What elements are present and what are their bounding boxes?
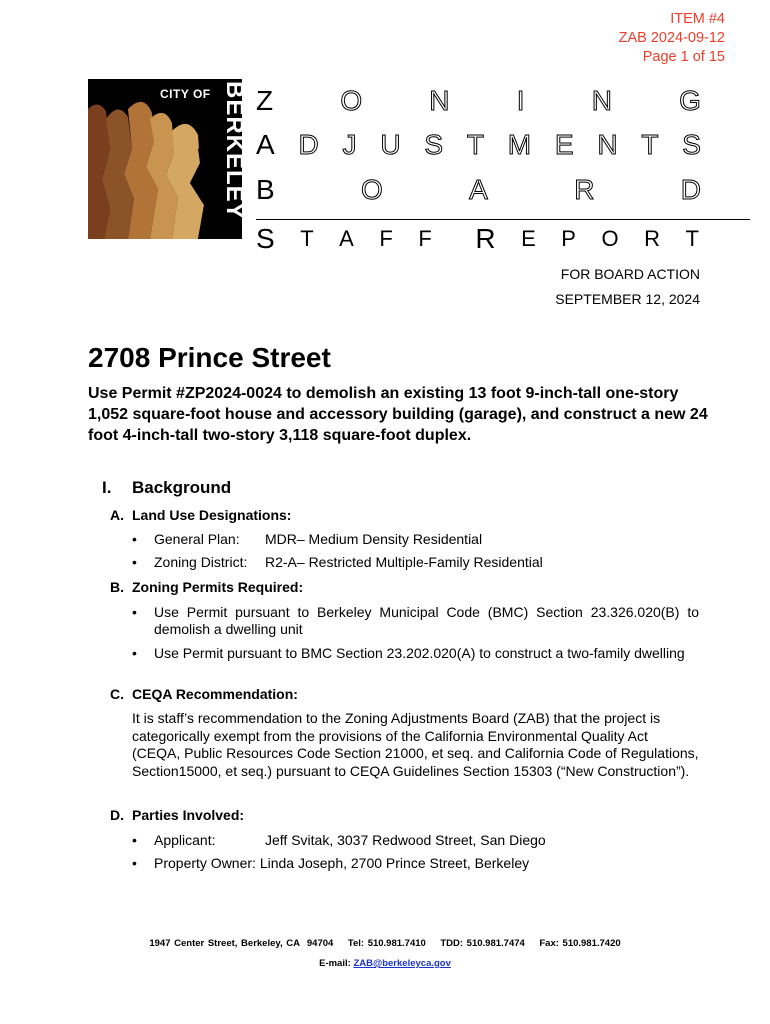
letter: J — [342, 129, 357, 160]
section-title: Background — [132, 478, 232, 497]
letter: A — [469, 174, 488, 205]
title-divider — [256, 219, 750, 220]
bullet: • — [132, 855, 137, 871]
subsection-heading-a — [110, 507, 291, 523]
letter: S — [682, 129, 701, 160]
city-of-berkeley-logo — [88, 79, 248, 239]
letter: G — [679, 85, 701, 116]
footer-contact: 1947 Center Street, Berkeley, CA 94704 Tel: 510.981.7410 TDD: 510.981.7474 Fax: 510.981.7420 — [149, 938, 621, 949]
letter: T — [466, 129, 484, 160]
subsection-letter: C. — [110, 686, 124, 702]
item-value: MDR– Medium Density Residential — [265, 531, 483, 547]
list-item — [132, 554, 700, 571]
logo-berkeley-text: BERKELEY — [221, 81, 248, 220]
item-value: Jeff Svitak, 3037 Redwood Street, San Diego — [265, 832, 546, 848]
letter: Z — [256, 85, 274, 116]
board-title-zoning — [256, 86, 701, 116]
staff-report-title — [256, 224, 699, 254]
subsection-title: Zoning Permits Required: — [132, 579, 304, 595]
subsection-title: CEQA Recommendation: — [132, 686, 298, 702]
subsection-letter: A. — [110, 507, 124, 523]
letter: D — [680, 174, 701, 205]
bullet: • — [132, 645, 137, 661]
letter: S — [424, 129, 444, 160]
list-item — [132, 531, 700, 548]
subsection-title: Parties Involved: — [132, 807, 245, 823]
subsection-heading-c — [110, 686, 298, 702]
letter: O — [340, 85, 363, 116]
logo-faces-graphic — [88, 79, 242, 239]
email-label: E-mail: — [319, 958, 351, 969]
ceqa-paragraph: It is staff’s recommendation to the Zoning Adjustments Board (ZAB) that the project is categorically exempt from the provisions of the California Environmental Quality Act (CEQA, Public Resources Code Section 21000, et seq. and California Code of Regulations, Section15000, et seq.) pursuant to CEQA Guidelines Section 15303 (“New Construction”). — [132, 710, 699, 779]
report-action: FOR BOARD ACTION — [560, 266, 700, 282]
list-item — [132, 855, 700, 872]
letter: N — [591, 85, 612, 116]
subsection-letter: B. — [110, 579, 124, 595]
letter: O — [361, 174, 383, 205]
letter: N — [597, 129, 618, 160]
item-header — [619, 10, 725, 67]
report-date: SEPTEMBER 12, 2024 — [555, 291, 700, 307]
letter: O — [601, 226, 619, 251]
letter: P — [561, 226, 576, 251]
item-number: ITEM #4 — [670, 11, 725, 27]
page-title: 2708 Prince Street — [88, 342, 331, 373]
letter: R — [644, 226, 660, 251]
letter: A — [339, 226, 354, 251]
list-item — [132, 645, 700, 662]
letter: N — [429, 85, 450, 116]
letter: R — [475, 223, 496, 254]
letter: U — [380, 129, 401, 160]
letter: M — [507, 129, 532, 160]
letter: F — [418, 226, 432, 251]
letter: T — [300, 226, 314, 251]
item-value: Linda Joseph, 2700 Prince Street, Berkeley — [259, 855, 530, 871]
subsection-heading-d — [110, 807, 244, 823]
board-title-board — [256, 175, 701, 205]
section-number: I. — [102, 478, 112, 497]
item-label: Property Owner: — [154, 855, 256, 871]
item-label: Applicant: — [154, 832, 216, 848]
project-description: Use Permit #ZP2024-0024 to demolish an existing 13 foot 9-inch-tall one-story 1,052 square-foot house and accessory building (garage), and construct a new 24 foot 4-inch-tall two-story 3,118 square-foot duplex. — [88, 385, 708, 444]
item-label: General Plan: — [154, 531, 240, 547]
subsection-letter: D. — [110, 807, 124, 823]
item-text: Use Permit pursuant to Berkeley Municipal Code (BMC) Section 23.326.020(B) to demolish a dwelling unit — [154, 604, 699, 637]
item-value: R2-A– Restricted Multiple-Family Residential — [265, 554, 543, 570]
agenda-date: ZAB 2024-09-12 — [618, 30, 725, 46]
email-link[interactable]: ZAB@berkeleyca.gov — [353, 958, 451, 969]
letter: A — [256, 129, 275, 160]
bullet: • — [132, 604, 137, 620]
letter: E — [521, 226, 536, 251]
page-indicator: Page 1 of 15 — [642, 49, 725, 65]
logo-city-text: CITY OF — [160, 87, 211, 101]
board-title-adjustments — [256, 130, 701, 160]
letter: I — [516, 85, 525, 116]
footer-email — [0, 958, 770, 969]
letter: T — [641, 129, 659, 160]
letter: D — [298, 129, 319, 160]
letter: T — [685, 226, 699, 251]
letter: F — [379, 226, 393, 251]
section-heading — [102, 478, 231, 498]
list-item — [132, 604, 700, 638]
subsection-title: Land Use Designations: — [132, 507, 292, 523]
letter: R — [574, 174, 595, 205]
bullet: • — [132, 531, 137, 547]
letter: S — [256, 223, 275, 254]
letter: E — [554, 129, 574, 160]
bullet: • — [132, 554, 137, 570]
item-text: Use Permit pursuant to BMC Section 23.202.020(A) to construct a two-family dwelling — [154, 645, 685, 661]
subsection-heading-b — [110, 579, 303, 595]
letter: B — [256, 174, 275, 205]
item-label: Zoning District: — [154, 554, 248, 570]
list-item — [132, 832, 700, 849]
bullet: • — [132, 832, 137, 848]
